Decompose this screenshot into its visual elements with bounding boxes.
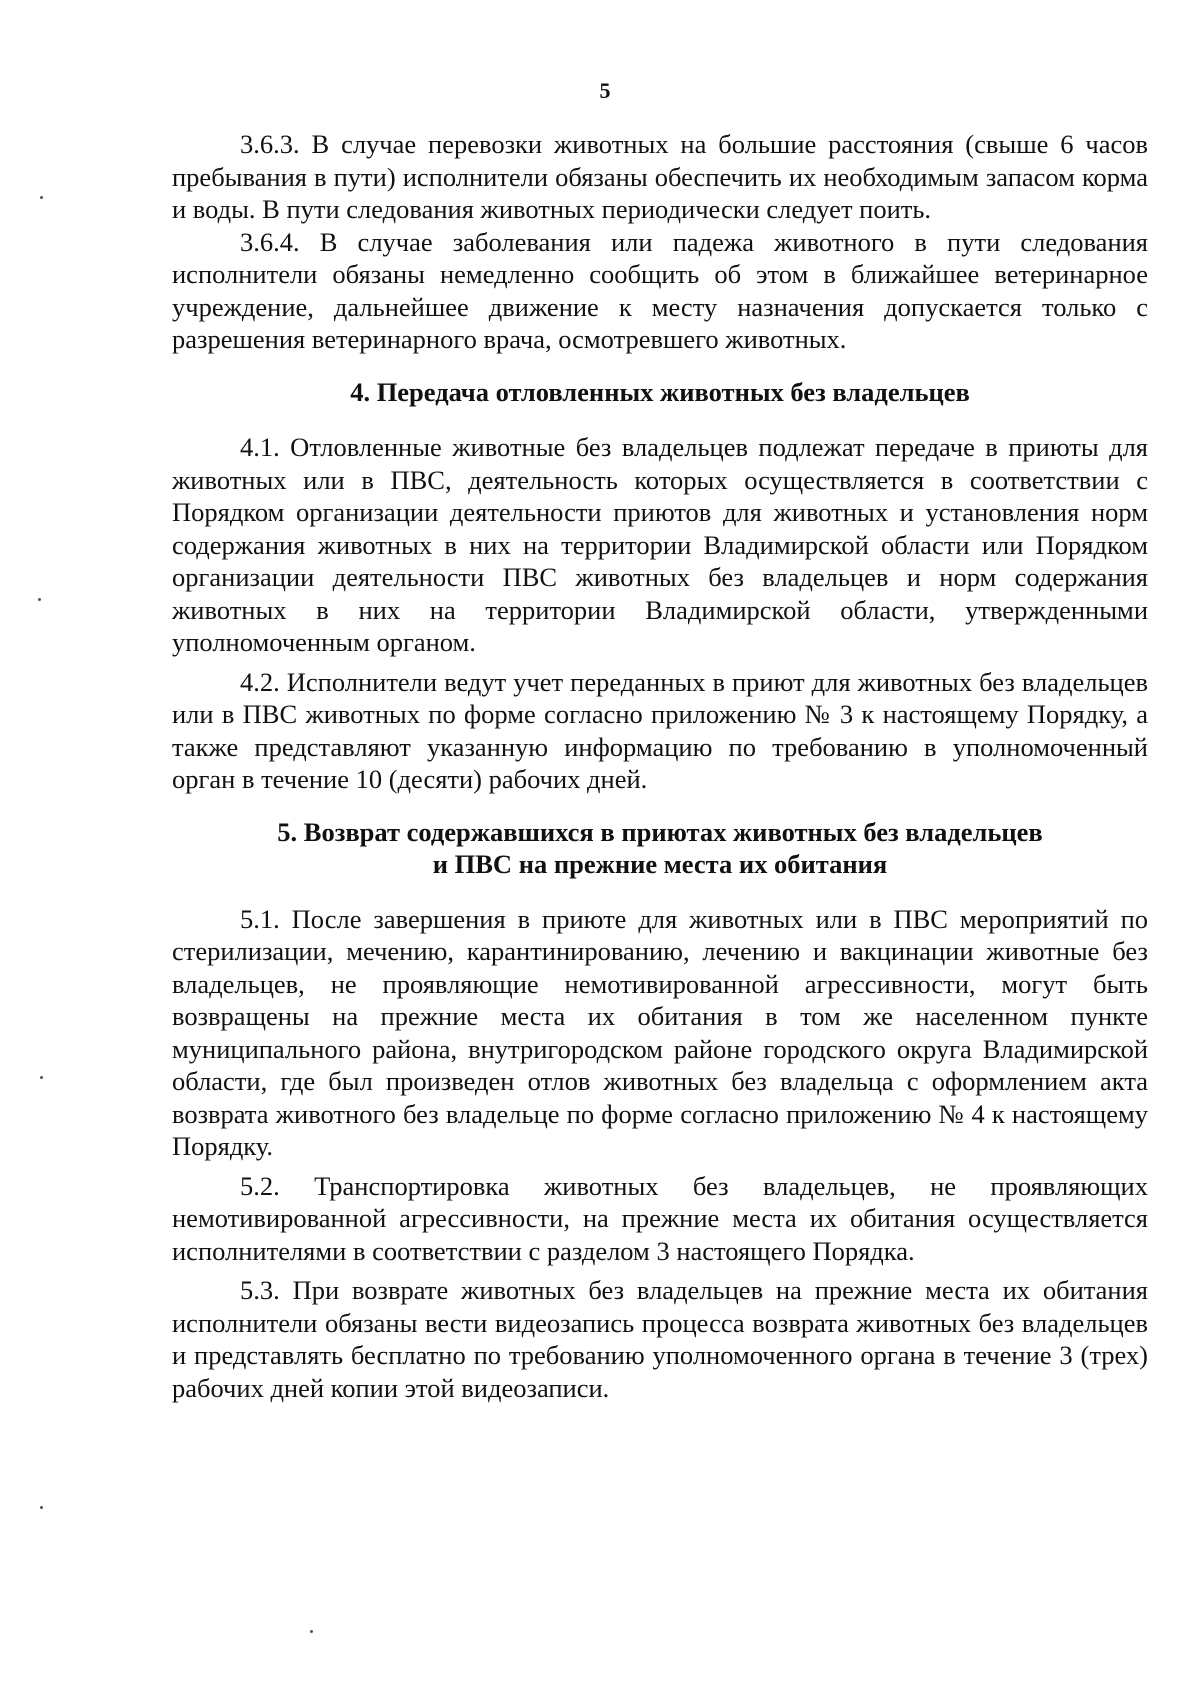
scan-speck [40,196,43,199]
paragraph-5-2: 5.2. Транспортировка животных без владельцев, не проявляющих немотивированной агрессивности, на прежние места их обитания осуществляется исполнителями в соответствии с разделом 3 настоящего Порядка. [172,1170,1148,1266]
page-number: 5 [599,78,611,103]
paragraph-5-1: 5.1. После завершения в приюте для животных или в ПВС мероприятий по стерилизации, мечению, карантинированию, лечению и вакцинации животные без владельцев, не проявляющие немотивированной агрессивности, могут быть возвращены на прежние места их обитания в том же населенном пункте муниципального района, внутригородском районе городского округа Владимирской области, где был произведен отлов животных без владельца с оформлением акта возврата животного без владельце по форме согласно приложению № 4 к настоящему Порядку. [172,903,1148,1161]
scan-speck [310,1630,313,1633]
document-body [172,128,1148,1404]
paragraph-4-2: 4.2. Исполнители ведут учет переданных в приют для животных без владельцев или в ПВС животных по форме согласно приложению № 3 к настоящему Порядку, а также представляют указанную информацию по требованию в уполномоченный орган в течение 10 (десяти) рабочих дней. [172,666,1148,794]
section-5-heading-line2: и ПВС на прежние места их обитания [432,849,888,879]
paragraph-5-3: 5.3. При возврате животных без владельцев на прежние места их обитания исполнители обязаны вести видеозапись процесса возврата животных без владельцев и представлять бесплатно по требованию уполномоченного органа в течение 3 (трех) рабочих дней копии этой видеозаписи. [172,1275,1148,1403]
paragraph-3-6-4: 3.6.4. В случае заболевания или падежа животного в пути следования исполнители обязаны немедленно сообщить об этом в ближайшее ветеринарное учреждение, дальнейшее движение к месту назначения допускается только с разрешения ветеринарного врача, осмотревшего животных. [172,226,1148,354]
section-4-heading: 4. Передача отловленных животных без владельцев [350,376,970,407]
scan-speck [38,598,41,601]
scan-speck [40,1076,43,1079]
paragraph-4-1: 4.1. Отловленные животные без владельцев подлежат передаче в приюты для животных или в ПВС, деятельность которых осуществляется в соответствии с Порядком организации деятельности приютов для животных и установления норм содержания животных в них на территории Владимирской области или Порядком организации деятельности ПВС животных без владельцев и норм содержания животных в них на территории Владимирской области, утвержденными уполномоченным органом. [172,432,1148,657]
section-5-heading-line1: 5. Возврат содержавшихся в приютах животных без владельцев [277,816,1043,847]
section-5-heading [172,816,1148,881]
scan-speck [40,1506,43,1509]
paragraph-3-6-3: 3.6.3. В случае перевозки животных на большие расстояния (свыше 6 часов пребывания в пути) исполнители обязаны обеспечить их необходимым запасом корма и воды. В пути следования животных периодически следует поить. [172,129,1148,224]
